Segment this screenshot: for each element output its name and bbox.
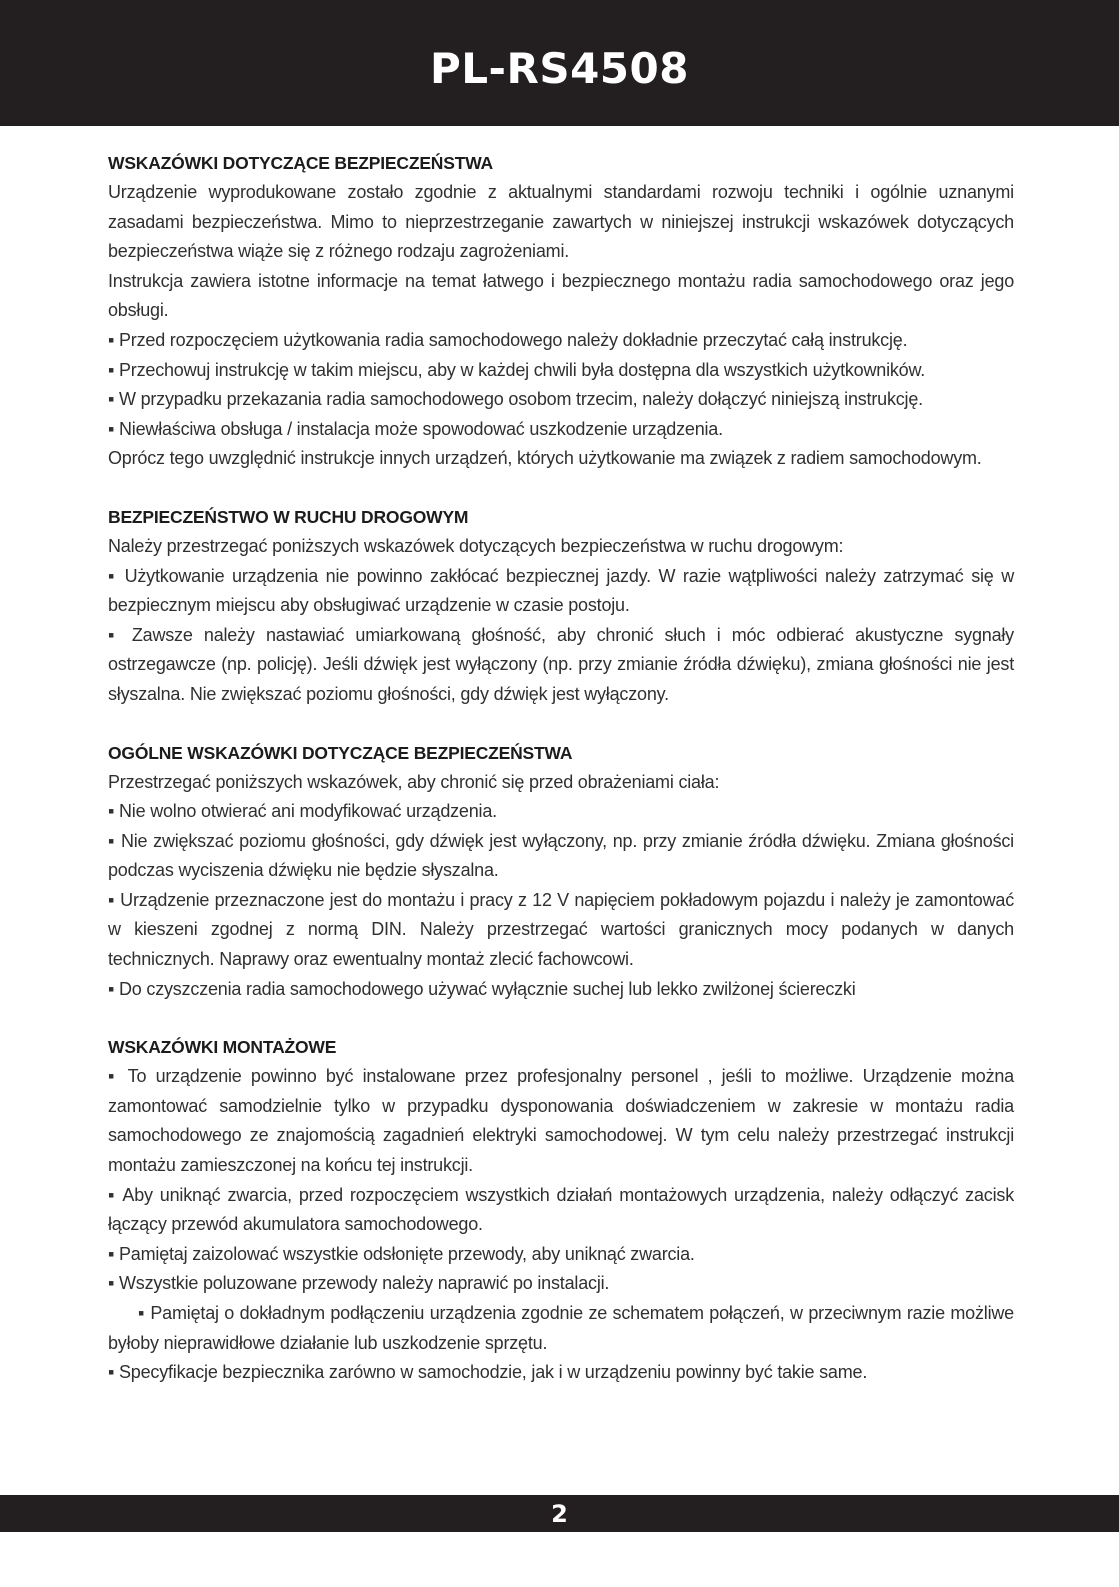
page-content (108, 148, 1014, 1388)
page-header (0, 0, 1119, 126)
bullet-item: ▪ Przed rozpoczęciem użytkowania radia samochodowego należy dokładnie przeczytać całą instrukcję. (108, 329, 908, 350)
paragraph: Urządzenie wyprodukowane zostało zgodnie z aktualnymi standardami rozwoju techniki i ogólnie uznanymi zasadami bezpieczeństwa. Mimo to nieprzestrzeganie zawartych w niniejszej instrukcji wskazówek dotyczących bezpieczeństwa wiąże się z różnego rodzaju zagrożeniami. (108, 182, 1014, 262)
paragraph: Instrukcja zawiera istotne informacje na temat łatwego i bezpiecznego montażu radia samochodowego oraz jego obsługi. (108, 270, 1014, 321)
paragraph: Przestrzegać poniższych wskazówek, aby chronić się przed obrażeniami ciała: (108, 771, 720, 792)
bullet-item: ▪ Nie wolno otwierać ani modyfikować urządzenia. (108, 801, 497, 822)
bullet-item: ▪ To urządzenie powinno być instalowane przez profesjonalny personel , jeśli to możliwe. Urządzenie można zamontować samodzielnie tylko w przypadku dysponowania doświadczeniem w zakresie w montażu radia samochodowego ze znajomością zagadnień elektryki samochodowej. W tym celu należy przestrzegać instrukcji montażu zamieszczonej na końcu tej instrukcji. (108, 1066, 1014, 1176)
bullet-item: ▪ Do czyszczenia radia samochodowego używać wyłącznie suchej lub lekko zwilżonej ściereczki (108, 978, 856, 999)
document-title: PL-RS4508 (430, 43, 689, 93)
bullet-item: ▪ Nie zwiększać poziomu głośności, gdy dźwięk jest wyłączony, np. przy zmianie źródła dźwięku. Zmiana głośności podczas wyciszenia dźwięku nie będzie słyszalna. (108, 830, 1014, 881)
section-installation-guidelines (108, 1032, 1014, 1388)
bullet-item: ▪ Użytkowanie urządzenia nie powinno zakłócać bezpiecznej jazdy. W razie wątpliwości należy zatrzymać się w bezpiecznym miejscu aby obsługiwać urządzenie w czasie postoju. (108, 565, 1014, 616)
bullet-item: ▪ Specyfikacje bezpiecznika zarówno w samochodzie, jak i w urządzeniu powinny być takie same. (108, 1362, 868, 1383)
bullet-item: ▪ Aby uniknąć zwarcia, przed rozpoczęciem wszystkich działań montażowych urządzenia, należy odłączyć zacisk łączący przewód akumulatora samochodowego. (108, 1184, 1014, 1235)
bullet-item: ▪ Pamiętaj zaizolować wszystkie odsłonięte przewody, aby uniknąć zwarcia. (108, 1243, 695, 1264)
section-heading: BEZPIECZEŃSTWO W RUCHU DROGOWYM (108, 506, 469, 527)
bullet-item: ▪ Pamiętaj o dokładnym podłączeniu urządzenia zgodnie ze schematem połączeń, w przeciwnym razie możliwe byłoby nieprawidłowe działanie lub uszkodzenie sprzętu. (108, 1303, 1014, 1353)
paragraph: Należy przestrzegać poniższych wskazówek dotyczących bezpieczeństwa w ruchu drogowym: (108, 535, 844, 556)
page-number: 2 (551, 1499, 568, 1528)
paragraph: Oprócz tego uwzględnić instrukcje innych urządzeń, których użytkowanie ma związek z radiem samochodowym. (108, 448, 982, 469)
bullet-item: ▪ Przechowuj instrukcję w takim miejscu, aby w każdej chwili była dostępna dla wszystkich użytkowników. (108, 359, 926, 380)
bullet-item: ▪ Urządzenie przeznaczone jest do montażu i pracy z 12 V napięciem pokładowym pojazdu i należy je zamontować w kieszeni zgodnej z normą DIN. Należy przestrzegać wartości granicznych mocy podanych w danych technicznych. Naprawy oraz ewentualny montaż zlecić fachowcowi. (108, 889, 1014, 970)
page-footer (0, 1495, 1119, 1532)
section-heading: WSKAZÓWKI DOTYCZĄCE BEZPIECZEŃSTWA (108, 153, 493, 173)
section-general-safety (108, 738, 1014, 1005)
bullet-item: ▪ Zawsze należy nastawiać umiarkowaną głośność, aby chronić słuch i móc odbierać akustyczne sygnały ostrzegawcze (np. policję). Jeśli dźwięk jest wyłączony (np. przy zmianie źródła dźwięku), zmiana głośności nie jest słyszalna. Nie zwiększać poziomu głośności, gdy dźwięk jest wyłączony. (108, 624, 1014, 704)
bullet-item: ▪ Niewłaściwa obsługa / instalacja może spowodować uszkodzenie urządzenia. (108, 418, 723, 439)
section-heading: WSKAZÓWKI MONTAŻOWE (108, 1037, 337, 1058)
section-road-safety (108, 502, 1014, 710)
bullet-item: ▪ Wszystkie poluzowane przewody należy naprawić po instalacji. (108, 1273, 610, 1294)
bullet-item: ▪ W przypadku przekazania radia samochodowego osobom trzecim, należy dołączyć niniejszą instrukcję. (108, 389, 923, 410)
section-safety-guidelines (108, 148, 1014, 474)
section-heading: OGÓLNE WSKAZÓWKI DOTYCZĄCE BEZPIECZEŃSTWA (108, 742, 573, 763)
